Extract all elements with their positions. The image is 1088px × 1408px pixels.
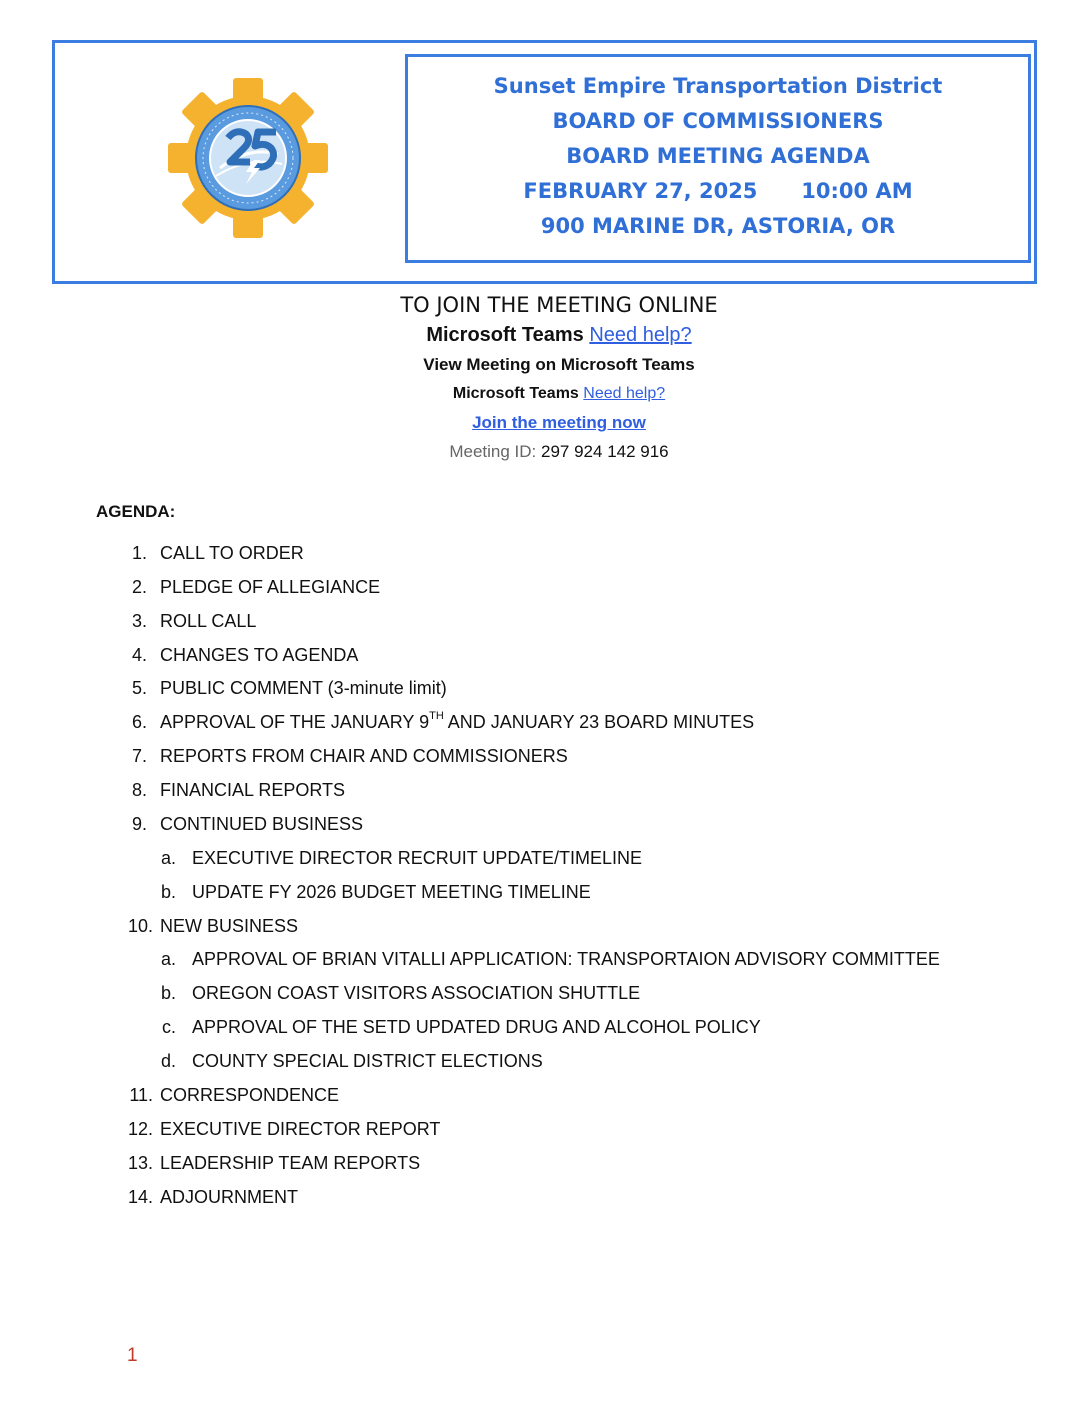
online-meeting-info	[0, 290, 1088, 467]
agenda-item-text: CORRESPONDENCE	[160, 1085, 340, 1105]
agenda-subitem-letter: a.	[160, 848, 176, 868]
meeting-address: 900 MARINE DR, ASTORIA, OR	[540, 214, 896, 238]
agenda-subitem-letter: b.	[160, 983, 176, 1003]
join-meeting-link[interactable]: Join the meeting now	[472, 413, 646, 432]
agenda-item-number: 5.	[131, 678, 147, 698]
agenda-item-text: CONTINUED BUSINESS	[160, 814, 364, 834]
page-number: 1	[127, 1345, 138, 1366]
join-meeting-line	[0, 408, 1088, 437]
agenda-item-text: ADJOURNMENT	[160, 1187, 298, 1207]
agenda-item-number: 14.	[127, 1187, 153, 1207]
agenda-item-text: ROLL CALL	[160, 611, 257, 631]
agenda-item-text: EXECUTIVE DIRECTOR REPORT	[160, 1119, 441, 1139]
agenda-item-text: NEW BUSINESS	[160, 916, 299, 936]
meeting-id-value: 297 924 142 916	[541, 442, 669, 461]
teams-label: Microsoft Teams	[426, 324, 584, 346]
teams-help-line-small	[0, 379, 1088, 408]
agenda-item-text	[160, 705, 754, 739]
agenda-subitem-text: EXECUTIVE DIRECTOR RECRUIT UPDATE/TIMELINE	[192, 848, 643, 868]
agenda-subitem-letter: d.	[160, 1051, 176, 1071]
agenda-subitem-text: APPROVAL OF THE SETD UPDATED DRUG AND ALCOHOL POLICY	[192, 1017, 761, 1037]
board-title: BOARD OF COMMISSIONERS	[552, 109, 884, 133]
agenda-item-number: 11.	[129, 1085, 153, 1105]
ordinal-suffix: TH	[429, 710, 444, 722]
agenda-item-text-end: AND JANUARY 23 BOARD MINUTES	[443, 712, 755, 732]
teams-label-small: Microsoft Teams	[452, 385, 579, 402]
agenda-item-number: 1.	[131, 543, 147, 563]
agenda-subitem-letter: c.	[161, 1017, 176, 1037]
title-box	[405, 54, 1031, 263]
document-title: BOARD MEETING AGENDA	[566, 144, 870, 168]
meeting-datetime: FEBRUARY 27, 2025 10:00 AM	[523, 179, 913, 203]
agenda-item-text: CALL TO ORDER	[160, 543, 304, 563]
agenda-item-number: 8.	[131, 780, 147, 800]
agenda-item-text: REPORTS FROM CHAIR AND COMMISSIONERS	[160, 746, 568, 766]
need-help-link-small[interactable]: Need help?	[583, 385, 666, 402]
agenda-item-number: 13.	[127, 1153, 153, 1173]
agenda-item-number: 9.	[131, 814, 147, 834]
agenda-subitem-letter: b.	[160, 882, 176, 902]
agenda-item-number: 10.	[127, 916, 153, 936]
agenda-item-number: 7.	[131, 746, 147, 766]
meeting-id-line	[0, 437, 1088, 467]
agenda-item-text: PUBLIC COMMENT (3-minute limit)	[160, 678, 447, 698]
agenda-item-number: 6.	[131, 712, 147, 732]
agenda-subitem-letter: a.	[160, 949, 176, 969]
need-help-link[interactable]: Need help?	[589, 324, 692, 346]
teams-help-line	[0, 320, 1088, 350]
agenda-item-text: LEADERSHIP TEAM REPORTS	[160, 1153, 421, 1173]
setd-logo-icon	[166, 76, 330, 240]
agenda-item-number: 4.	[131, 645, 147, 665]
meeting-id-label: Meeting ID:	[449, 442, 537, 461]
agenda-subitem-text: COUNTY SPECIAL DISTRICT ELECTIONS	[192, 1051, 543, 1071]
join-online-heading: TO JOIN THE MEETING ONLINE	[400, 293, 718, 317]
agenda-subitem-text: APPROVAL OF BRIAN VITALLI APPLICATION: TRANSPORTAION ADVISORY COMMITTEE	[192, 949, 940, 969]
agenda-subitem-text: UPDATE FY 2026 BUDGET MEETING TIMELINE	[192, 882, 591, 902]
agenda-subitem-text: OREGON COAST VISITORS ASSOCIATION SHUTTLE	[192, 983, 641, 1003]
agenda-item-text: FINANCIAL REPORTS	[160, 780, 346, 800]
agenda-heading: AGENDA:	[96, 502, 176, 521]
view-meeting-label: View Meeting on Microsoft Teams	[423, 355, 695, 374]
agenda-item-number: 2.	[131, 577, 147, 597]
agenda-item-text-start: APPROVAL OF THE JANUARY 9	[160, 712, 430, 732]
agenda-item-number: 12.	[127, 1119, 153, 1139]
agenda-item-text: PLEDGE OF ALLEGIANCE	[160, 577, 381, 597]
agenda-item-text: CHANGES TO AGENDA	[160, 645, 359, 665]
agenda-item-number: 3.	[131, 611, 147, 631]
district-name: Sunset Empire Transportation District	[493, 74, 943, 98]
